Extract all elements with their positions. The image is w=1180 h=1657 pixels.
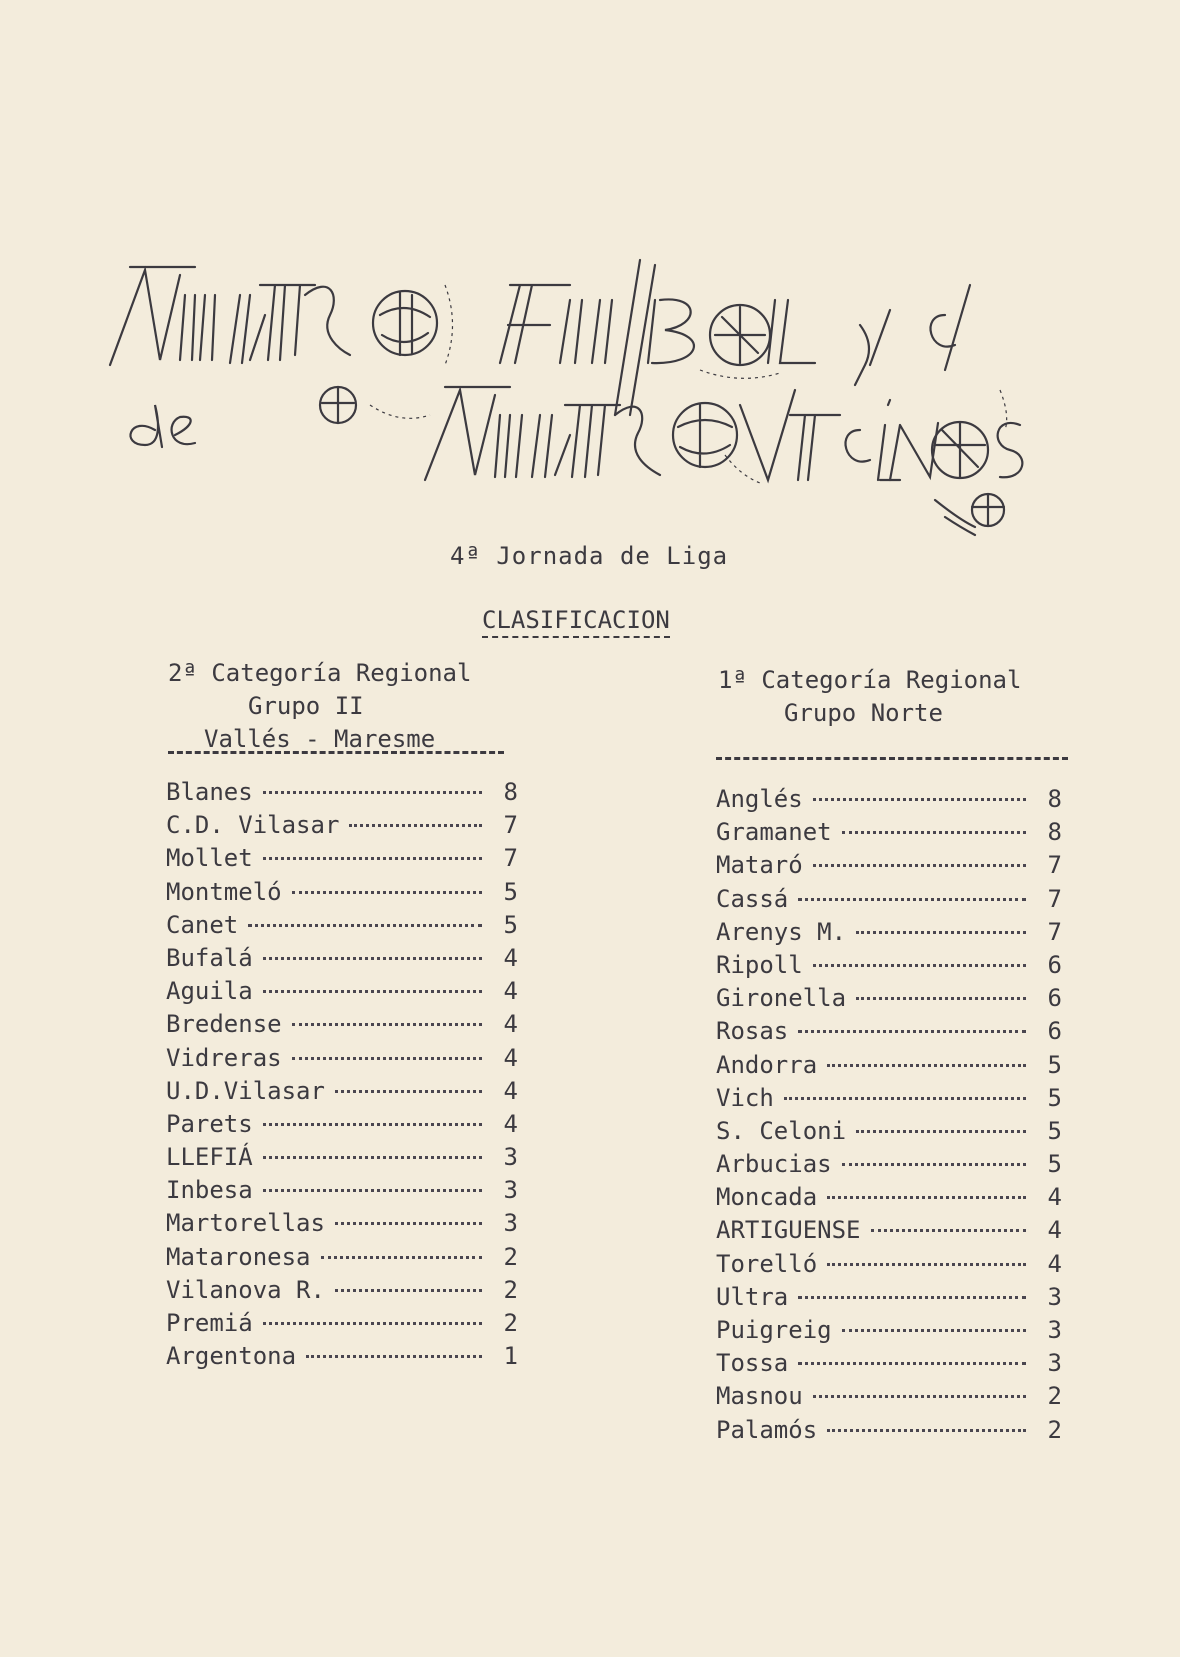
table-row [166,1309,518,1342]
table-row [166,1010,518,1043]
title-lettering [100,255,1110,585]
subtitle: 4ª Jornada de Liga [450,542,729,570]
table-row [166,878,518,911]
leader-dots [798,1030,1026,1033]
team-name: Bufalá [166,943,253,972]
team-points: 8 [1047,818,1062,847]
team-points: 7 [1047,851,1062,880]
table-row [166,1110,518,1143]
team-name: Vich [716,1083,774,1112]
table-row [716,1117,1062,1150]
leader-dots [784,1097,1026,1100]
leader-dots [349,824,482,827]
team-name: ARTIGUENSE [716,1216,861,1245]
team-name: Canet [166,910,239,939]
table-row [166,1176,518,1209]
team-points: 7 [503,811,518,840]
team-points: 4 [503,943,518,972]
team-points: 8 [503,778,518,806]
leader-dots [827,1196,1026,1199]
team-points: 2 [503,1309,518,1337]
table-row [716,1416,1062,1449]
right-standings-table [716,785,1062,1449]
table-row [716,1017,1062,1050]
table-row [166,844,518,877]
team-points: 3 [1047,1316,1062,1344]
team-points: 5 [503,877,518,906]
team-points: 4 [503,1010,518,1039]
leader-dots [321,1256,483,1259]
leader-dots [813,1395,1026,1398]
team-name: Torelló [716,1249,818,1278]
table-row [166,1243,518,1276]
table-row [716,1316,1062,1349]
team-points: 3 [1047,1349,1062,1378]
table-row [716,818,1062,851]
leader-dots [813,864,1026,867]
table-row [716,1250,1062,1283]
team-points: 6 [1047,1017,1062,1046]
team-name: Gramanet [716,818,832,847]
table-row [166,1077,518,1110]
team-name: Gironella [716,984,847,1013]
leader-dots [827,1429,1026,1432]
right-heading [718,664,1021,730]
team-name: Andorra [716,1050,818,1079]
team-name: Palamós [716,1415,818,1444]
team-points: 2 [1047,1415,1062,1444]
team-points: 4 [503,1043,518,1072]
team-name: Vidreras [166,1043,282,1072]
team-name: Arenys M. [716,917,847,946]
team-name: S. Celoni [716,1116,847,1145]
leader-dots [292,891,482,894]
team-name: Argentona [166,1342,297,1371]
table-row [166,1342,518,1375]
table-row [716,851,1062,884]
leader-dots [827,1263,1026,1266]
team-points: 6 [1047,984,1062,1013]
team-points: 5 [1047,1050,1062,1079]
team-name: LLEFIÁ [166,1143,253,1172]
team-points: 1 [503,1342,518,1371]
team-points: 6 [1047,950,1062,979]
team-name: Tossa [716,1349,789,1378]
right-heading-group: Grupo Norte [784,699,943,727]
leader-dots [798,898,1026,901]
leader-dots [842,831,1026,834]
team-points: 4 [503,977,518,1006]
team-name: Blanes [166,778,253,806]
team-points: 3 [1047,1282,1062,1311]
table-row [166,1209,518,1242]
leader-dots [335,1090,482,1093]
team-name: Bredense [166,1010,282,1039]
table-row [716,785,1062,818]
team-name: Premiá [166,1309,253,1337]
table-row [716,885,1062,918]
leader-dots [263,957,482,960]
team-points: 5 [1047,1083,1062,1112]
leader-dots [856,997,1026,1000]
left-heading-category: 2ª Categoría Regional [168,659,472,687]
left-heading-group: Grupo II [248,692,364,720]
team-points: 3 [503,1143,518,1172]
team-name: Vilanova R. [166,1275,325,1304]
leader-dots [335,1289,482,1292]
team-name: Inbesa [166,1176,253,1205]
left-standings-table [166,778,518,1375]
leader-dots [292,1057,482,1060]
team-name: Ultra [716,1282,789,1311]
leader-dots [798,1296,1026,1299]
table-row [166,977,518,1010]
leader-dots [871,1229,1027,1232]
team-name: Ripoll [716,950,803,979]
team-name: Cassá [716,884,789,913]
team-name: Montmeló [166,877,282,906]
team-points: 5 [503,910,518,939]
team-name: Arbucias [716,1150,832,1179]
leader-dots [263,857,482,860]
left-heading [168,657,471,756]
table-row [716,1216,1062,1249]
team-name: Rosas [716,1017,789,1046]
table-row [166,911,518,944]
team-points: 2 [503,1242,518,1271]
leader-dots [813,798,1026,801]
leader-dots [263,791,482,794]
leader-dots [856,931,1026,934]
team-points: 7 [1047,884,1062,913]
team-name: Puigreig [716,1316,832,1344]
right-heading-category: 1ª Categoría Regional [718,666,1022,694]
team-name: Aguila [166,977,253,1006]
team-name: Mollet [166,844,253,873]
table-row [166,944,518,977]
left-heading-zone: Vallés - Maresme [204,725,436,753]
team-points: 4 [1047,1216,1062,1245]
team-points: 8 [1047,785,1062,813]
table-row [716,984,1062,1017]
leader-dots [335,1222,482,1225]
table-row [716,1084,1062,1117]
team-points: 3 [503,1209,518,1238]
table-row [716,1150,1062,1183]
leader-dots [842,1329,1026,1332]
left-divider [168,751,504,754]
team-points: 2 [1047,1382,1062,1411]
team-name: Parets [166,1109,253,1138]
team-points: 3 [503,1176,518,1205]
team-name: Martorellas [166,1209,325,1238]
section-title: CLASIFICACION [482,606,670,638]
table-row [716,1283,1062,1316]
team-name: U.D.Vilasar [166,1076,325,1105]
team-name: C.D. Vilasar [166,811,340,840]
team-points: 4 [1047,1183,1062,1212]
team-points: 7 [503,844,518,873]
leader-dots [263,990,482,993]
team-points: 7 [1047,917,1062,946]
team-name: Moncada [716,1183,818,1212]
leader-dots [263,1123,482,1126]
table-row [716,951,1062,984]
team-points: 4 [503,1076,518,1105]
table-row [716,1349,1062,1382]
table-row [716,1183,1062,1216]
team-name: Anglés [716,785,803,813]
right-divider [716,757,1068,760]
table-row [716,918,1062,951]
leader-dots [263,1156,482,1159]
leader-dots [856,1130,1026,1133]
team-points: 5 [1047,1116,1062,1145]
leader-dots [248,924,482,927]
team-name: Masnou [716,1382,803,1411]
table-row [166,1143,518,1176]
table-row [166,778,518,811]
team-points: 5 [1047,1150,1062,1179]
leader-dots [306,1355,482,1358]
leader-dots [292,1023,482,1026]
team-name: Mataró [716,851,803,880]
team-name: Mataronesa [166,1242,311,1271]
table-row [166,1044,518,1077]
table-row [716,1051,1062,1084]
leader-dots [263,1189,482,1192]
leader-dots [842,1163,1026,1166]
title-lettering-svg [100,255,1110,585]
leader-dots [813,964,1026,967]
table-row [716,1382,1062,1415]
team-points: 4 [503,1109,518,1138]
leader-dots [827,1064,1026,1067]
leader-dots [798,1362,1026,1365]
table-row [166,811,518,844]
table-row [166,1276,518,1309]
team-points: 4 [1047,1249,1062,1278]
leader-dots [263,1322,482,1325]
team-points: 2 [503,1275,518,1304]
